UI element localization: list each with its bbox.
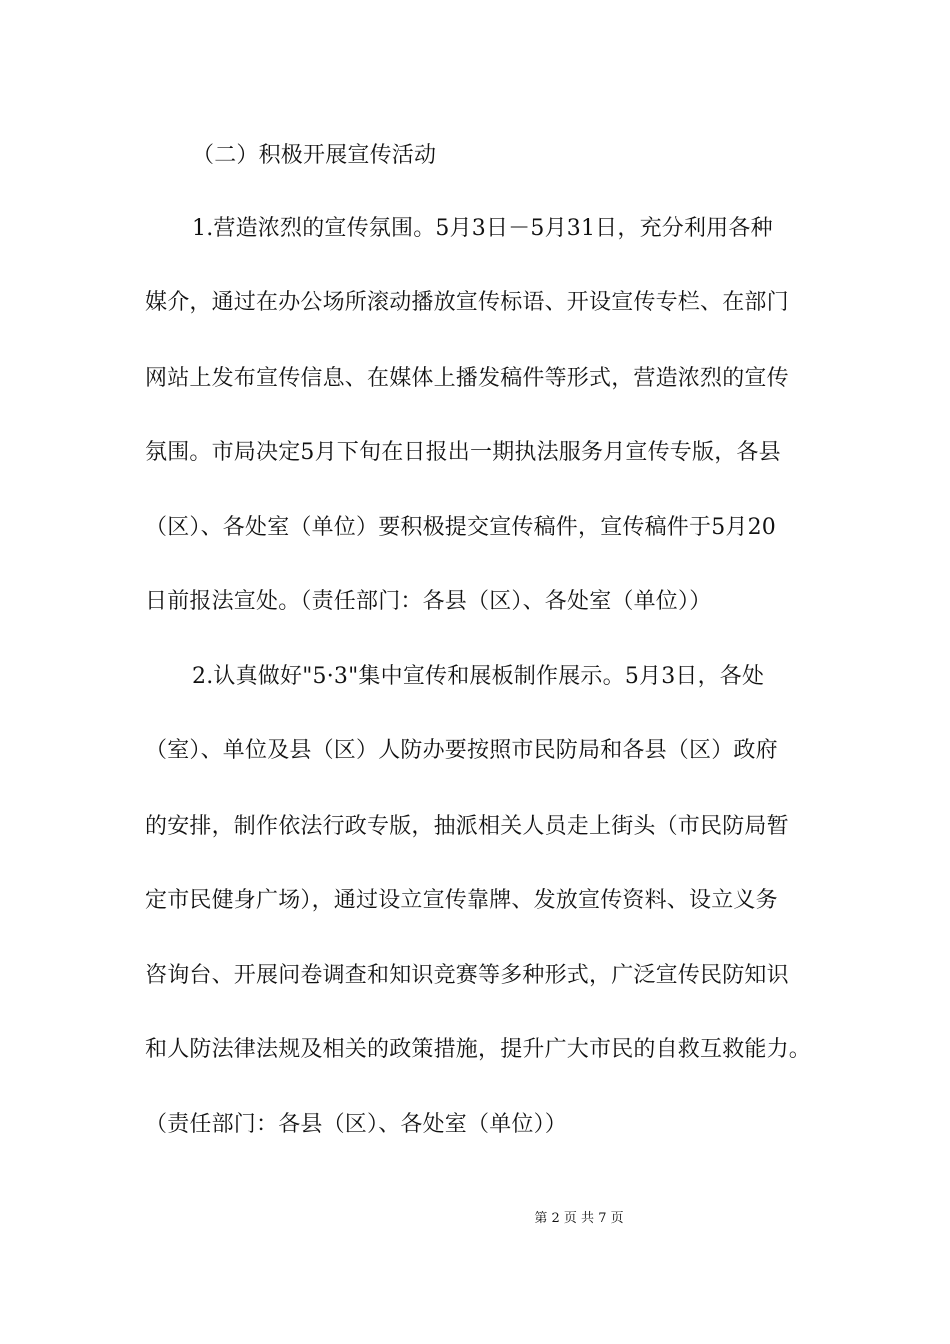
section-heading: （二）积极开展宣传活动: [192, 143, 437, 168]
paragraph-2-line-4: 定市民健身广场），通过设立宣传靠牌、发放宣传资料、设立义务: [145, 888, 778, 913]
paragraph-2-line-1: 2.认真做好"5·3"集中宣传和展板制作展示。5月3日，各处: [192, 664, 765, 689]
paragraph-1-line-3: 网站上发布宣传信息、在媒体上播发稿件等形式，营造浓烈的宣传: [145, 366, 789, 391]
paragraph-2-line-2: （室）、单位及县（区）人防办要按照市民防局和各县（区）政府: [145, 738, 778, 763]
paragraph-2-line-5: 咨询台、开展问卷调查和知识竞赛等多种形式，广泛宣传民防知识: [145, 963, 789, 988]
paragraph-1-line-1: 1.营造浓烈的宣传氛围。5月3日－5月31日，充分利用各种: [192, 216, 773, 241]
paragraph-2-line-7: （责任部门：各县（区）、各处室（单位））: [145, 1112, 568, 1137]
page-footer: [0, 1211, 950, 1227]
page-number-label: 第 2 页 共 7 页: [534, 1211, 624, 1226]
paragraph-1-line-4: 氛围。市局决定5月下旬在日报出一期执法服务月宣传专版，各县: [145, 440, 781, 465]
paragraph-2-line-3: 的安排，制作依法行政专版，抽派相关人员走上街头（市民防局暂: [145, 814, 789, 839]
paragraph-2-line-6: 和人防法律法规及相关的政策措施，提升广大市民的自救互救能力。: [145, 1037, 812, 1062]
paragraph-1-line-5: （区）、各处室（单位）要积极提交宣传稿件，宣传稿件于5月20: [145, 515, 776, 540]
paragraph-1-line-6: 日前报法宣处。（责任部门：各县（区）、各处室（单位））: [145, 589, 712, 614]
paragraph-1-line-2: 媒介，通过在办公场所滚动播放宣传标语、开设宣传专栏、在部门: [145, 290, 789, 315]
